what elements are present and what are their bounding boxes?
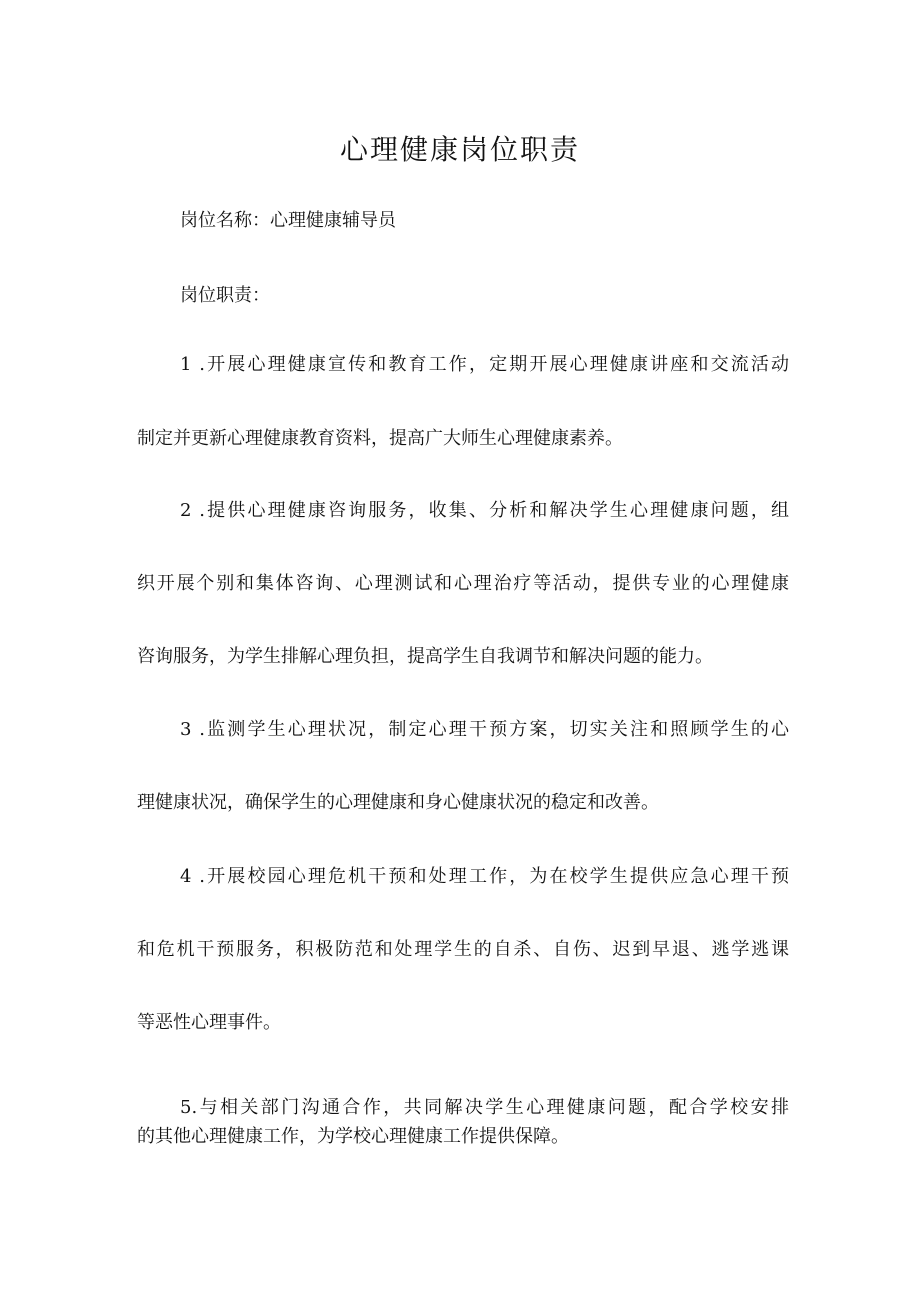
duty-1-line-2: 制定并更新心理健康教育资料，提高广大师生心理健康素养。 bbox=[137, 428, 623, 449]
position-name: 岗位名称：心理健康辅导员 bbox=[180, 210, 396, 231]
duty-4-line-3: 等恶性心理事件。 bbox=[137, 1012, 281, 1033]
duty-2-line-2: 织开展个别和集体咨询、心理测试和心理治疗等活动，提供专业的心理健康 bbox=[137, 573, 789, 594]
duty-4-line-1: 4 .开展校园心理危机干预和处理工作，为在校学生提供应急心理干预 bbox=[180, 866, 789, 887]
duty-5-line-1: 5.与相关部门沟通合作，共同解决学生心理健康问题，配合学校安排 bbox=[180, 1097, 789, 1118]
duty-2-line-1: 2 .提供心理健康咨询服务，收集、分析和解决学生心理健康问题，组 bbox=[180, 500, 789, 521]
document-title: 心理健康岗位职责 bbox=[339, 133, 580, 166]
duty-3-line-1: 3 .监测学生心理状况，制定心理干预方案，切实关注和照顾学生的心 bbox=[180, 719, 789, 740]
duty-4-line-2: 和危机干预服务，积极防范和处理学生的自杀、自伤、迟到早退、逃学逃课 bbox=[137, 939, 789, 960]
duty-2-line-3: 咨询服务，为学生排解心理负担，提高学生自我调节和解决问题的能力。 bbox=[137, 646, 713, 667]
duties-heading: 岗位职责： bbox=[180, 285, 270, 306]
duty-5-line-2: 的其他心理健康工作，为学校心理健康工作提供保障。 bbox=[137, 1126, 569, 1147]
duty-1-line-1: 1 .开展心理健康宣传和教育工作，定期开展心理健康讲座和交流活动 bbox=[180, 354, 789, 375]
duty-3-line-2: 理健康状况，确保学生的心理健康和身心健康状况的稳定和改善。 bbox=[137, 792, 659, 813]
